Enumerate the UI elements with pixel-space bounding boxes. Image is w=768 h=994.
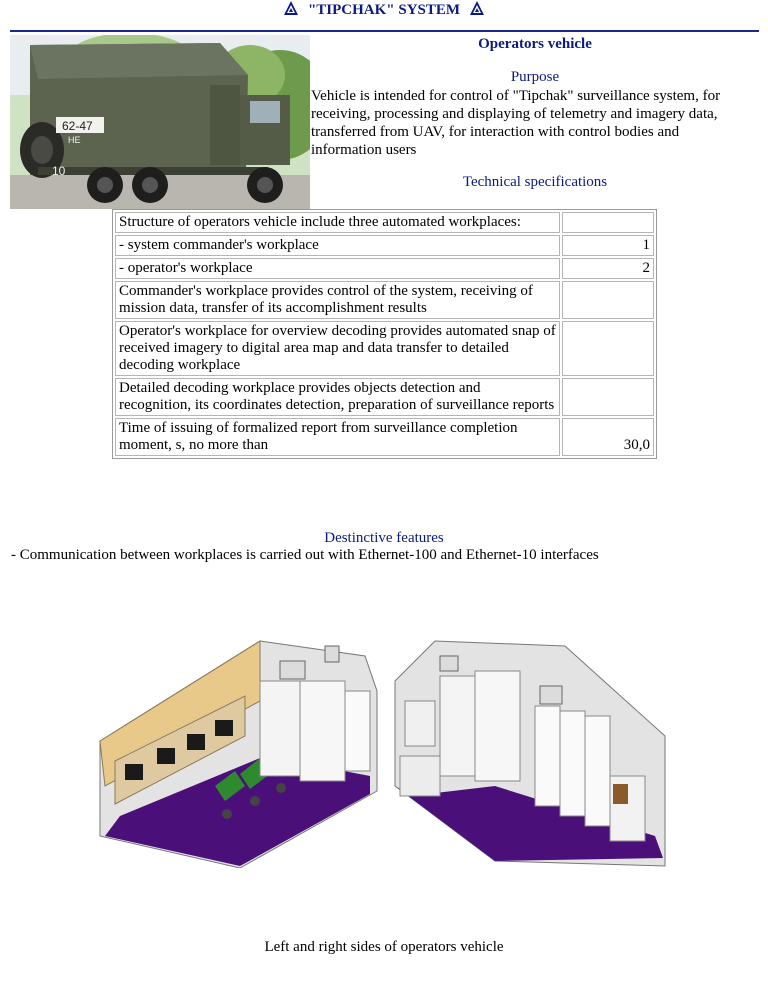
spec-value — [562, 321, 654, 376]
section-title: Operators vehicle — [478, 36, 592, 52]
license-plate: 62-47 — [62, 119, 93, 133]
license-plate-series: HE — [68, 135, 81, 145]
table-row — [115, 418, 654, 456]
table-row — [115, 321, 654, 376]
table-row — [115, 378, 654, 416]
table-row — [115, 212, 654, 233]
spec-label: - system commander's workplace — [115, 235, 560, 256]
left-side-cutaway — [100, 641, 377, 868]
spec-value — [562, 378, 654, 416]
header-divider — [10, 30, 759, 32]
vehicle-photo — [10, 35, 310, 209]
page-title: "TIPCHAK" SYSTEM — [307, 2, 461, 18]
spec-label: Structure of operators vehicle include three automated workplaces: — [115, 212, 560, 233]
tipchak-logo-icon — [470, 1, 484, 21]
features-heading: Destinctive features — [324, 530, 444, 546]
spec-value: 30,0 — [562, 418, 654, 456]
hull-number: 10 — [52, 164, 66, 178]
interior-illustration — [95, 636, 675, 868]
purpose-heading: Purpose — [510, 69, 560, 85]
spec-table — [112, 209, 657, 459]
page-header — [0, 0, 768, 22]
table-row — [115, 281, 654, 319]
purpose-text: Vehicle is intended for control of "Tipchak" surveillance system, for receiving, processing and displaying of telemetry and imagery data, transferred from UAV, for interaction with control bodies and information users — [311, 88, 721, 158]
spec-value — [562, 281, 654, 319]
tech-spec-heading: Technical specifications — [462, 174, 608, 190]
figure-caption: Left and right sides of operators vehicle — [264, 939, 504, 955]
spec-label: Operator's workplace for overview decoding provides automated snap of received imagery to digital area map and data transfer to detailed decoding workplace — [115, 321, 560, 376]
right-side-cutaway — [395, 641, 665, 866]
spec-label: Commander's workplace provides control of the system, receiving of mission data, transfer of its accomplishment results — [115, 281, 560, 319]
table-row — [115, 258, 654, 279]
spec-label: Time of issuing of formalized report from surveillance completion moment, s, no more than — [115, 418, 560, 456]
table-row — [115, 235, 654, 256]
spec-label: Detailed decoding workplace provides objects detection and recognition, its coordinates detection, preparation of surveillance reports — [115, 378, 560, 416]
spec-label: - operator's workplace — [115, 258, 560, 279]
spec-value: 2 — [562, 258, 654, 279]
spec-value: 1 — [562, 235, 654, 256]
spec-value — [562, 212, 654, 233]
features-text: - Communication between workplaces is carried out with Ethernet-100 and Ethernet-10 interfaces — [11, 547, 599, 563]
tipchak-logo-icon — [284, 1, 298, 21]
